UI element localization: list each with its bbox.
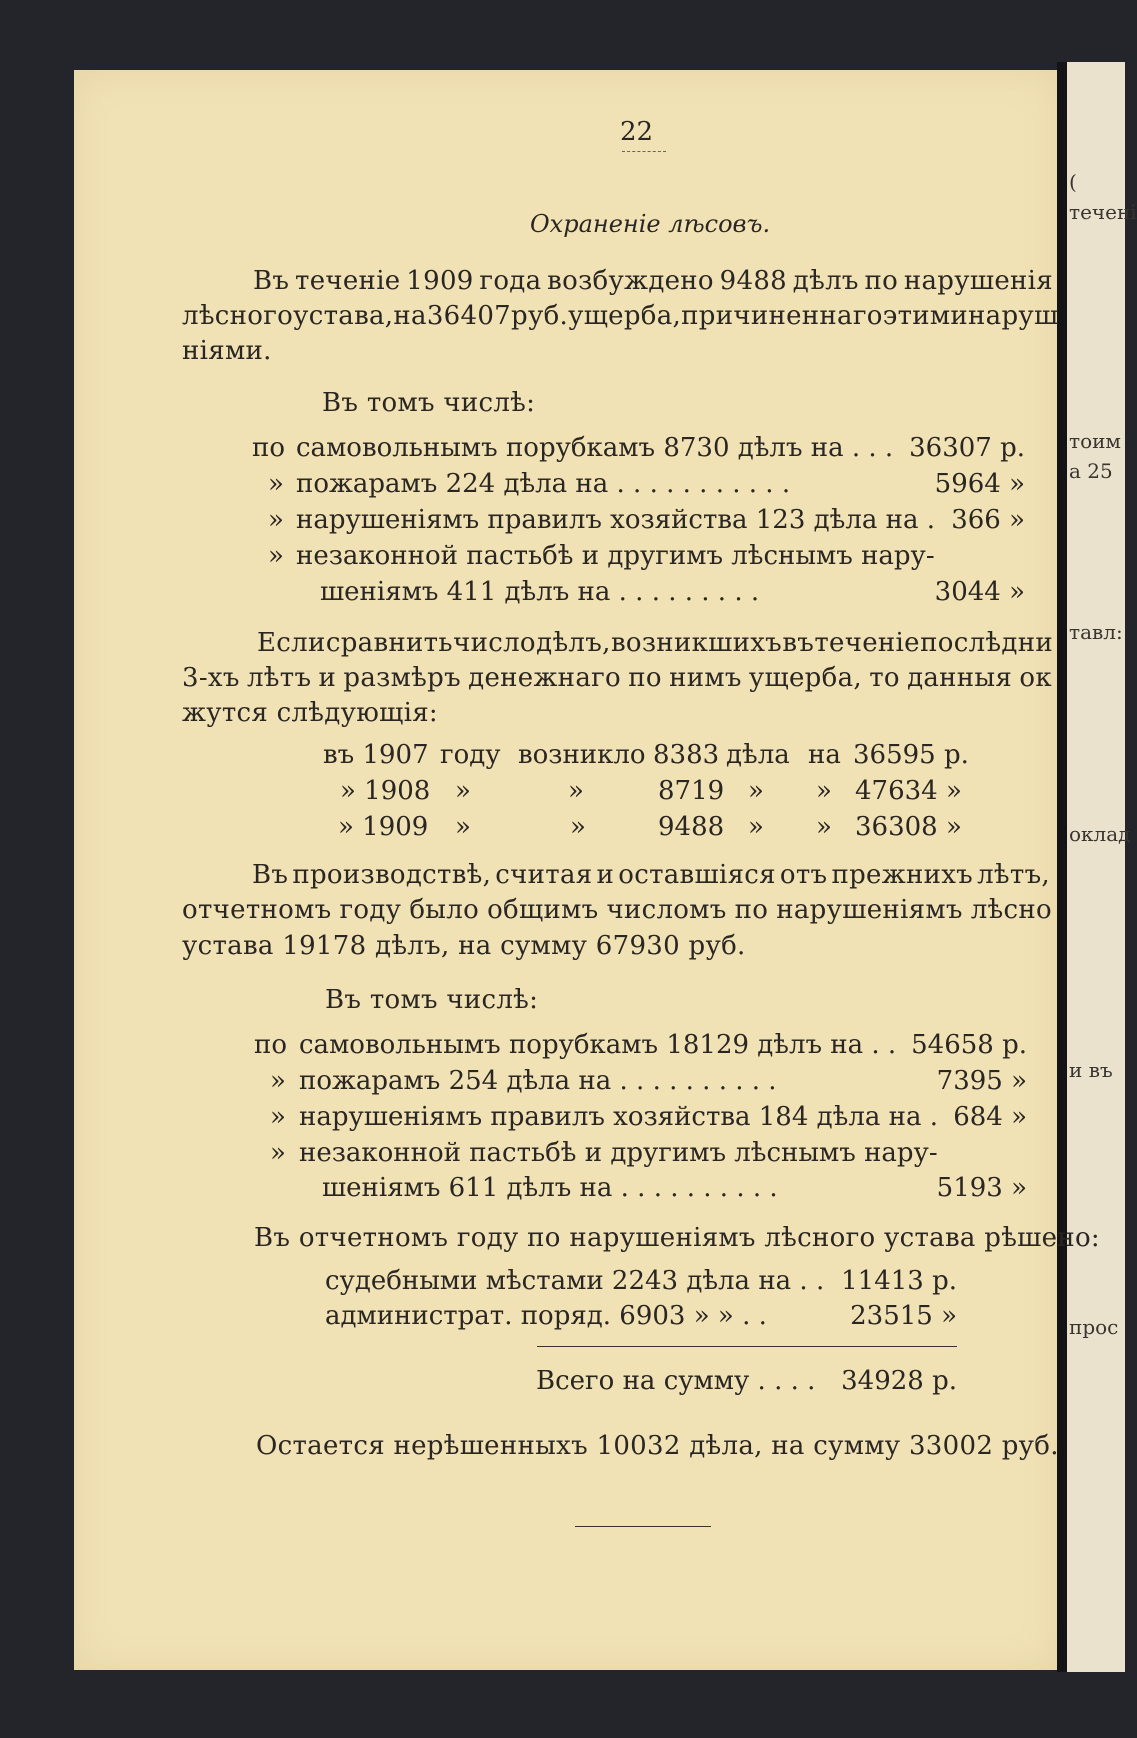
paragraph-line — [257, 630, 1053, 656]
decided-amount: 23515 » — [850, 1301, 957, 1331]
breakdown-amount: 7395 » — [936, 1066, 1027, 1096]
paragraph-line — [182, 665, 1052, 691]
word: Въ — [253, 266, 290, 296]
word: лѣтъ, — [977, 860, 1050, 890]
facing-fragment: теченi — [1069, 200, 1137, 224]
word: и — [596, 860, 615, 890]
word: нарушеніямъ — [776, 895, 963, 925]
breakdown-prefix: » — [270, 1138, 286, 1168]
year-cell: возникло — [518, 740, 646, 770]
word: руб. — [511, 301, 569, 331]
paragraph-line: устава 19178 дѣлъ, на сумму 67930 руб. — [182, 931, 746, 961]
remaining-text: Остается нерѣшенныхъ 10032 дѣла, на сумму 33002 руб. — [256, 1431, 1059, 1461]
word: денежнаго — [468, 663, 621, 693]
year-cell: » — [816, 812, 832, 842]
word: возникшихъ — [610, 628, 783, 658]
breakdown-prefix: » — [270, 1066, 286, 1096]
decided-text: судебными мѣстами 2243 дѣла на . . — [325, 1266, 825, 1296]
facing-fragment: прос — [1069, 1315, 1119, 1339]
breakdown-prefix: » — [270, 1102, 286, 1132]
word: на — [393, 301, 427, 331]
word: число — [453, 628, 536, 658]
breakdown-amount: 5964 » — [934, 469, 1025, 499]
breakdown-text: незаконной пастьбѣ и другимъ лѣснымъ нару- — [296, 541, 935, 571]
year-cell: дѣла — [726, 740, 790, 770]
word: по — [734, 895, 769, 925]
word: нимъ — [669, 663, 742, 693]
word: въ — [782, 628, 815, 658]
paragraph-line — [182, 301, 1059, 331]
total-text: Всего на сумму . . . . — [536, 1366, 816, 1396]
page-number-rule — [622, 151, 666, 152]
word: Если — [257, 628, 326, 658]
word: теченіе — [295, 266, 401, 296]
year-cell: » — [568, 776, 584, 806]
word: прежнихъ — [831, 860, 974, 890]
breakdown-prefix: по — [252, 433, 285, 463]
breakdown-amount: 5193 » — [936, 1173, 1027, 1203]
breakdown-amount: 366 » — [951, 505, 1025, 535]
word: 36407 — [426, 301, 512, 331]
facing-fragment: а 25 — [1069, 459, 1113, 483]
paragraph-line: жутся слѣдующія: — [182, 698, 438, 728]
breakdown-text: самовольнымъ порубкамъ 8730 дѣлъ на . . . — [296, 433, 894, 463]
breakdown-text: шеніямъ 411 дѣлъ на . . . . . . . . . — [320, 577, 760, 607]
word: числомъ — [606, 895, 727, 925]
total-amount: 34928 р. — [841, 1366, 957, 1396]
word: отчетномъ — [182, 895, 332, 925]
year-cell: » 1908 — [340, 776, 431, 806]
breakdown-amount: 54658 р. — [911, 1030, 1027, 1060]
year-cell: 36308 » — [855, 812, 962, 842]
word: этими — [882, 301, 969, 331]
breakdown-text: шеніямъ 611 дѣлъ на . . . . . . . . . . — [322, 1173, 778, 1203]
breakdown-text: нарушеніямъ правилъ хозяйства 123 дѣла на . — [296, 505, 935, 535]
word: ущерба, — [748, 663, 862, 693]
word: причиненнаго — [681, 301, 883, 331]
paragraph-line — [252, 862, 1050, 888]
year-cell: » — [455, 812, 471, 842]
word: было — [409, 895, 480, 925]
word: устава, — [293, 301, 394, 331]
page-number: 22 — [620, 117, 654, 147]
word: послѣдни — [920, 628, 1053, 658]
word: по — [628, 663, 662, 693]
word: размѣръ — [343, 663, 461, 693]
word: сравнить — [325, 628, 453, 658]
word: отъ — [779, 860, 828, 890]
year-cell: 8383 — [653, 740, 720, 770]
word: ок — [1019, 663, 1052, 693]
year-cell: 9488 — [658, 812, 725, 842]
year-cell: » — [748, 812, 764, 842]
word: Въ — [252, 860, 289, 890]
paragraph-line — [182, 897, 1052, 923]
word: дѣлъ, — [536, 628, 611, 658]
word: году — [339, 895, 402, 925]
facing-fragment: и въ — [1069, 1058, 1113, 1082]
word: оставшіяся — [618, 860, 776, 890]
breakdown-text: незаконной пастьбѣ и другимъ лѣснымъ нару- — [299, 1138, 938, 1168]
year-cell: » 1909 — [338, 812, 429, 842]
word: по — [864, 266, 899, 296]
word: лѣсно — [970, 895, 1052, 925]
breakdown-text: нарушеніямъ правилъ хозяйства 184 дѣла на . — [299, 1102, 938, 1132]
year-cell: 8719 — [658, 776, 725, 806]
word: считая — [495, 860, 593, 890]
paragraph-line: ніями. — [182, 336, 272, 366]
year-cell: на — [808, 740, 841, 770]
facing-fragment: тавл: — [1069, 620, 1123, 644]
section-title: Охраненіе лѣсовъ. — [530, 210, 771, 238]
decided-amount: 11413 р. — [841, 1266, 957, 1296]
year-cell: » — [816, 776, 832, 806]
word: данныя — [907, 663, 1013, 693]
word: и — [318, 663, 337, 693]
breakdown-amount: 36307 р. — [909, 433, 1025, 463]
word: возбуждено — [547, 266, 714, 296]
breakdown-text: пожарамъ 224 дѣла на . . . . . . . . . . . — [296, 469, 791, 499]
breakdown-text: самовольнымъ порубкамъ 18129 дѣлъ на . . — [299, 1030, 897, 1060]
word: 3-хъ — [182, 663, 240, 693]
word: нарушенія — [903, 266, 1053, 296]
year-cell: 47634 » — [855, 776, 962, 806]
year-cell: году — [440, 740, 501, 770]
end-rule — [575, 1526, 711, 1527]
year-cell: 36595 р. — [853, 740, 969, 770]
word: лѣсного — [182, 301, 294, 331]
breakdown-prefix: » — [268, 469, 284, 499]
breakdown-amount: 684 » — [953, 1102, 1027, 1132]
breakdown-prefix: по — [254, 1030, 287, 1060]
facing-page-edge — [1067, 62, 1137, 1672]
word: производствѣ, — [292, 860, 492, 890]
breakdown-amount: 3044 » — [934, 577, 1025, 607]
word: теченіе — [814, 628, 920, 658]
facing-fragment: тоим — [1069, 429, 1121, 453]
subheading: Въ томъ числѣ: — [325, 985, 539, 1015]
word: дѣлъ — [792, 266, 859, 296]
paragraph-line — [253, 268, 1053, 294]
decided-text: администрат. поряд. 6903 » » . . — [325, 1301, 767, 1331]
facing-fragment: оклад — [1069, 822, 1131, 846]
word: наруш — [968, 301, 1059, 331]
breakdown-text: пожарамъ 254 дѣла на . . . . . . . . . . — [299, 1066, 777, 1096]
word: то — [869, 663, 900, 693]
word: лѣтъ — [246, 663, 312, 693]
subheading: Въ томъ числѣ: — [322, 388, 536, 418]
word: ущерба, — [568, 301, 682, 331]
facing-fragment: ( — [1069, 170, 1077, 194]
breakdown-prefix: » — [268, 505, 284, 535]
year-cell: » — [748, 776, 764, 806]
year-cell: » — [455, 776, 471, 806]
word: года — [479, 266, 542, 296]
year-cell: » — [570, 812, 586, 842]
year-cell: въ 1907 — [323, 740, 429, 770]
sum-rule — [537, 1346, 957, 1347]
word: общимъ — [487, 895, 599, 925]
word: 1909 — [406, 266, 474, 296]
decided-intro: Въ отчетномъ году по нарушеніямъ лѣсного устава рѣшено: — [254, 1223, 1100, 1253]
breakdown-prefix: » — [268, 541, 284, 571]
word: 9488 — [719, 266, 788, 296]
